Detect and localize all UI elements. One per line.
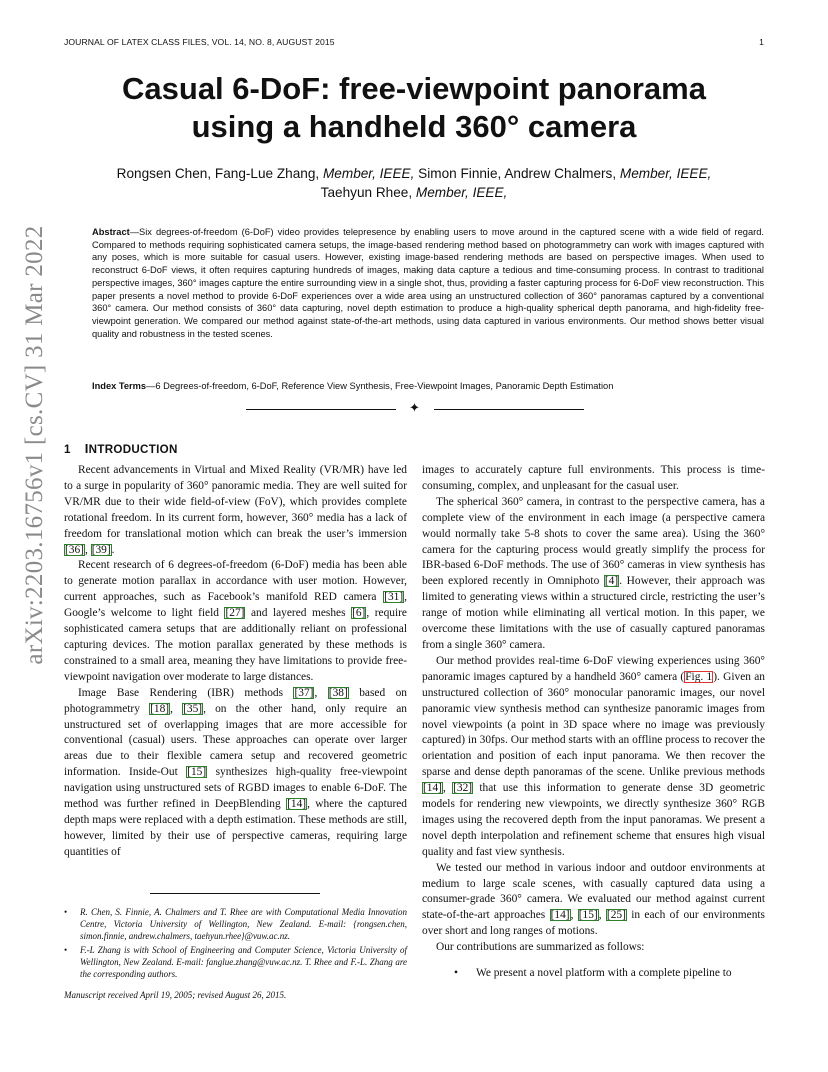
index-terms-label: Index Terms bbox=[92, 381, 147, 391]
abstract bbox=[92, 226, 764, 340]
right-column bbox=[422, 463, 765, 982]
section-title-rest: NTRODUCTION bbox=[88, 443, 178, 456]
section-number: 1 bbox=[64, 443, 71, 456]
text-run: We tested our method in various indoor and outdoor environments at medium to large scale scenes, with casually captured data using a consumer-grade 360° camera. We evaluated our method against current state-of-the-art approaches bbox=[422, 861, 765, 922]
citation-link[interactable]: [14] bbox=[550, 909, 570, 922]
left-column bbox=[64, 463, 407, 861]
citation-link[interactable]: [32] bbox=[453, 782, 473, 795]
paragraph: Our contributions are summarized as follows: bbox=[436, 941, 645, 954]
divider-diamond-icon: ✦ bbox=[409, 401, 420, 416]
text-run: Recent research of 6 degrees-of-freedom (6-DoF) media has been able to generate motion parallax in accordance with user motion. However, current approaches, such as Facebook’s manifold RED camera bbox=[64, 559, 407, 604]
citation-link[interactable]: [6] bbox=[352, 607, 366, 620]
paper-title bbox=[64, 70, 764, 146]
citation-link[interactable]: [18] bbox=[150, 702, 170, 715]
abstract-text: —Six degrees-of-freedom (6-DoF) video provides telepresence by enabling users to move around in the captured scene with a wide field of regard. Compared to methods requiring sophisticated camera setups, the image-based rendering method based on photogrammetry can work with images captured with any poses, which is more suitable for casual users. However, existing image-based rendering methods are based on perspective images. When used to reconstruct 6-DoF views, it often requires capturing hundreds of images, making data capture a tedious and time-consuming process. In contrast to traditional perspective images, 360° images capture the entire surrounding view in a single shot, thus, providing a faster capturing process for 6-DoF view reconstruction. This paper presents a novel method to provide 6-DoF experiences over a wide area using an unstructured collection of 360° panoramas captured by a conventional 360° camera. Our method consists of 360° data capturing, novel depth estimation to produce a high-quality spherical depth panorama, and high-fidelity free-viewpoint generation. We compared our method against state-of-the-art methods, using data captured in various environments. Our method shows better visual quality and robustness in the tested scenes. bbox=[92, 227, 764, 339]
footnote-affiliation-2: • F.-L Zhang is with School of Engineering and Computer Science, Victoria University of Wellington, New Zealand. E-mail: fanglue.zhang@vuw.ac.nz. T. Rhee and F.-L. Zhang are the corresponding authors. bbox=[64, 945, 407, 981]
paragraph bbox=[64, 558, 407, 685]
index-terms bbox=[92, 380, 764, 393]
footnotes bbox=[64, 907, 407, 1002]
citation-link[interactable]: [14] bbox=[287, 798, 307, 811]
text-run: , Google’s welcome to light field bbox=[64, 591, 407, 620]
citation-link[interactable]: [38] bbox=[328, 686, 348, 699]
divider-line-right bbox=[434, 409, 584, 410]
text-run: , require sophisticated camera setups that are additionally reliant on professional capturing devices. The motion parallax generated by these methods is constrained to a small area, meaning they have limitations to provide free-viewpoint navigation over moderate to large distances. bbox=[64, 607, 407, 683]
paragraph: images to accurately capture full environments. This process is time-consuming, complex, and unpleasant for the casual user. bbox=[422, 464, 765, 492]
author-role-2: Member, IEEE, bbox=[619, 166, 712, 181]
citation-link[interactable]: [15] bbox=[187, 766, 207, 779]
paragraph bbox=[422, 495, 765, 654]
section-divider bbox=[246, 402, 584, 416]
text-run: , where the captured depth maps were replaced with a depth estimation. These methods are still, however, limited by their use of perspective cameras, requiring large quantities of bbox=[64, 798, 408, 858]
index-terms-text: —6 Degrees-of-freedom, 6-DoF, Reference View Synthesis, Free-Viewpoint Images, Panoramic Depth Estimation bbox=[146, 381, 614, 391]
author-list bbox=[64, 164, 764, 202]
manuscript-dates: Manuscript received April 19, 2005; revised August 26, 2015. bbox=[64, 990, 287, 1001]
text-run: , on the other hand, only require an unstructured set of overlapping images that are more accessible for conventional (casual) users. These approaches can operate over larger areas due to their flexible camera setup and recovered geometric information. Inside-Out bbox=[64, 702, 407, 779]
author-names-2: Simon Finnie, Andrew Chalmers, bbox=[414, 166, 620, 181]
paragraph: Our method provides real-time 6-DoF viewing experiences using 360° panoramic images captured by a handheld 360° camera (Fig. 1). Given an unstructured collection of 360° monocular panoramic images, our novel panoramic view synthesis method can synthesize panoramic images from novel viewpoints (a point in 3D space where no image was previously captured) in 30fps. Our method starts with an offline process to recover the orientation and position of each input panorama. We then recover the sparse and dense depth panoramas of the scene. Unlike previous methods [14], [32] that use this information to generate dense 3D geometric models for rendering new viewpoints, we directly synthesize 360° RGB images using the recovered depth from the input panoramas. We present a novel depth interpolation and refinement scheme that ensures high visual quality and fast view synthesis. bbox=[422, 654, 765, 858]
citation-link[interactable]: [31] bbox=[384, 591, 404, 604]
text-run: synthesizes high-quality free-viewpoint navigation using unstructured sets of RGBD images to enable 6-DoF. The method was further refined in DeepBlending bbox=[64, 766, 407, 811]
paragraph: Image Base Rendering (IBR) methods [37], [38] based on photogrammetry [18], [35], on the other hand, only require an unstructured set of overlapping images that are more accessible for conventional (casual) users. These approaches can operate over larger areas due to their flexible camera setup and recovered geometric information. Inside-Out [15] synthesizes high-quality free-viewpoint navigation using unstructured sets of RGBD images to enable 6-DoF. The method was further refined in DeepBlending [14], where the captured depth maps were replaced with a depth estimation. These methods are still, however, limited by their use of perspective cameras, requiring large quantities of bbox=[64, 686, 408, 858]
citation-link[interactable]: [14] bbox=[423, 782, 442, 795]
citation-link[interactable]: [4] bbox=[604, 575, 619, 588]
divider-line-left bbox=[246, 409, 396, 410]
citation-link[interactable]: [37] bbox=[294, 686, 314, 699]
arxiv-stamp bbox=[8, 225, 62, 665]
journal-name: JOURNAL OF LATEX CLASS FILES, VOL. 14, NO. 8, AUGUST 2015 bbox=[64, 37, 335, 47]
text-run: Our method provides real-time 6-DoF viewing experiences using 360° panoramic images captured by a handheld 360° camera ( bbox=[422, 654, 765, 683]
citation-link[interactable]: [36] bbox=[65, 543, 84, 556]
author-names-3: Taehyun Rhee, bbox=[320, 185, 416, 200]
title-line-1: Casual 6-DoF: free-viewpoint panorama bbox=[122, 71, 706, 106]
footnote-affiliation-1: • R. Chen, S. Finnie, A. Chalmers and T. Rhee are with Computational Media Innovation Centre, Victoria University of Wellington, New Zealand. E-mail: {rongsen.chen, simon.finnie, andrew.chalmers, taehyun.rhee}@vuw.ac.nz. bbox=[64, 907, 407, 943]
citation-link[interactable]: [39] bbox=[91, 543, 111, 556]
title-line-2: using a handheld 360° camera bbox=[191, 109, 637, 144]
section-heading bbox=[64, 441, 178, 456]
contribution-bullet: • We present a novel platform with a complete pipeline to bbox=[422, 966, 765, 982]
text-run: Image Base Rendering (IBR) methods bbox=[78, 686, 294, 699]
text-run: and layered meshes bbox=[245, 607, 352, 620]
citation-link[interactable]: [35] bbox=[183, 702, 203, 715]
abstract-label: Abstract bbox=[92, 227, 130, 237]
text-run: in each of our environments over short and long ranges of motions. bbox=[422, 909, 765, 938]
text-run: Recent advancements in Virtual and Mixed Reality (VR/MR) have led to a surge in popularity of 360° panoramic media. They are well suited for VR/MR due to their wide field-of-view (FoV), which provides complete rotational freedom. In its current form, however, 360° media has a lack of freedom for translational motion which can break the user’s immersion bbox=[64, 464, 407, 540]
arxiv-stamp-text: arXiv:2203.16756v1 [cs.CV] 31 Mar 2022 bbox=[21, 225, 48, 665]
page-number: 1 bbox=[759, 37, 764, 47]
citation-link[interactable]: [25] bbox=[606, 909, 626, 922]
section-title-initial: I bbox=[84, 441, 89, 456]
citation-link[interactable]: [15] bbox=[578, 909, 598, 922]
text-run: that use this information to generate dense 3D geometric models for rendering new viewpoints, we directly synthesize 360° RGB images using the recovered depth from the input panoramas. We present a novel depth interpolation and refinement scheme that ensures high visual quality and fast view synthesis. bbox=[422, 782, 765, 858]
paragraph: We tested our method in various indoor and outdoor environments at medium to large scale scenes, with casually captured data using a consumer-grade 360° camera. We evaluated our method against current state-of-the-art approaches [14], [15], [25] in each of our environments over short and long ranges of motions. bbox=[422, 861, 765, 938]
text-run: . However, their approach was limited to generating views within a structured circle, restricting the user’s range of motion while eliminating all vertical motion. In this paper, we overcome these limitations with the use of casually captured panoramas from a single 360° camera. bbox=[422, 575, 765, 651]
paragraph: Recent advancements in Virtual and Mixed Reality (VR/MR) have led to a surge in popularity of 360° panoramic media. They are well suited for VR/MR due to their wide field-of-view (FoV), which provides complete rotational freedom. In its current form, however, 360° media has a lack of freedom for translational motion which can break the user’s immersion [36], [39]. bbox=[64, 464, 407, 556]
text-run: ). Given an unstructured collection of 360° monocular panoramic images, our novel panoramic view synthesis method can synthesize panoramic images from novel viewpoints (a point in 3D space where no image was previously captured) in 30fps. Our method starts with an offline process to recover the orientation and position of each input panorama. We then recover the sparse and dense depth panoramas of the scene. Unlike previous methods bbox=[422, 670, 765, 779]
citation-link[interactable]: [27] bbox=[225, 607, 245, 620]
text-run: based on photogrammetry bbox=[64, 686, 407, 715]
text-run: The spherical 360° camera, in contrast to the perspective camera, has a complete view of the environment in each image (a perspective camera would normally take 5-8 shots to cover the same area). Using the 360° camera for the capturing process would greatly simplify the process for IBR-based 6-DoF methods. The use of 360° cameras in view synthesis has been explored recently in Omniphoto bbox=[422, 495, 765, 588]
author-role-1: Member, IEEE, bbox=[322, 166, 415, 181]
running-head bbox=[64, 37, 764, 49]
author-names-1: Rongsen Chen, Fang-Lue Zhang, bbox=[116, 166, 323, 181]
author-role-3: Member, IEEE, bbox=[415, 185, 508, 200]
footnote-rule bbox=[150, 893, 320, 894]
figure-link[interactable]: Fig. 1 bbox=[685, 670, 713, 683]
